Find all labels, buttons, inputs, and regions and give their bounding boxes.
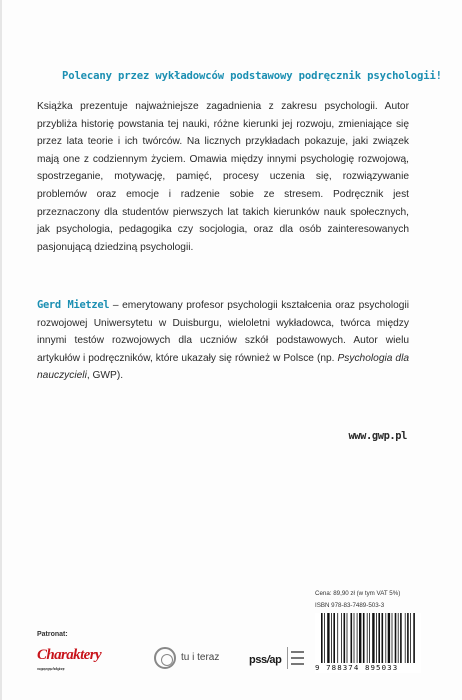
barcode-bar: [407, 613, 409, 663]
barcode-digits: 9 788374 895033: [315, 663, 399, 672]
charaktery-logo: [37, 647, 102, 671]
barcode-bar: [337, 613, 338, 663]
barcode-bar: [331, 613, 332, 663]
referenced-book-title: Psychologia dla nauczycieli: [37, 352, 409, 382]
barcode-bar: [392, 613, 393, 663]
barcode-bar: [369, 613, 370, 663]
tu-i-teraz-logo: [154, 647, 234, 673]
barcode-bar: [351, 613, 353, 663]
barcode-bar: [376, 613, 377, 663]
barcode-bar: [367, 613, 368, 663]
barcode-bar: [344, 613, 346, 663]
pssap-logo: [249, 645, 305, 673]
price-isbn-block: [315, 588, 445, 612]
tu-i-teraz-circle-icon: [154, 647, 176, 669]
barcode-bar: [324, 613, 325, 663]
barcode-bar: [354, 613, 355, 663]
barcode-bar: [385, 613, 386, 663]
pssap-logo-text: pss/ap: [249, 654, 282, 666]
barcode-bar: [333, 613, 335, 663]
tu-i-teraz-logo-text: tu i teraz: [181, 652, 220, 663]
barcode-bars: [319, 613, 419, 663]
charaktery-logo-subtitle: magazyn psychologiczny: [37, 666, 65, 671]
barcode-bar: [327, 613, 329, 663]
isbn-barcode: [315, 613, 421, 673]
barcode-bar: [341, 613, 342, 663]
barcode-bar: [378, 613, 380, 663]
isbn-label: ISBN 978-83-7489-503-3: [315, 602, 385, 609]
patron-logos: [37, 645, 307, 675]
barcode-bar: [321, 613, 323, 663]
patronat-label: Patronat:: [37, 631, 68, 638]
barcode-bar: [382, 613, 384, 663]
barcode-bar: [395, 613, 397, 663]
barcode-bar: [347, 613, 348, 663]
barcode-bar: [372, 613, 374, 663]
author-bio: [37, 297, 409, 385]
book-description: Książka prezentuje najważniejsze zagadnienia z zakresu psychologii. Autor przybliża historię powstania tej nauki, różne kierunki jej rozwoju, zmieniające się przez lata teorie i ich twórców. Na licznych przykładach pokazuje, jaki związek mają one z codziennym życiem. Omawia między innymi psychologię rozwojową, spostrzeganie, motywację, pamięć, procesy uczenia się, rozwiązywanie problemów oraz emocje i radzenie sobie ze stresem. Podręcznik jest przeznaczony dla studentów pierwszych lat takich kierunków nauk społecznych, jak psychologia, pedagogika czy socjologia, oraz dla osób zainteresowanych pasjonującą dziedziną psychologii.: [37, 101, 409, 253]
publisher-website[interactable]: www.gwp.pl: [348, 430, 407, 442]
pssap-emblem-icon: [287, 647, 308, 669]
tagline: Polecany przez wykładowców podstawowy podręcznik psychologii!: [62, 70, 442, 82]
barcode-bar: [405, 613, 406, 663]
barcode-bar: [359, 613, 361, 663]
price-label: Cena: 89,90 zł (w tym VAT 5%): [315, 590, 401, 597]
author-bio-text: – emerytowany profesor psychologii kształcenia oraz psychologii rozwojowej Uniwersytetu w Duisburgu, wieloletni wykładowca, twórca między innymi testów rozwojowych dla uczniów szkół podstawowych. Autor wielu artykułów i podręczników, które ukazały się również w Polsce (np.: [37, 300, 410, 364]
author-name: Gerd Mietzel: [37, 299, 110, 311]
charaktery-logo-text: Charaktery: [37, 647, 102, 663]
barcode-bar: [388, 613, 390, 663]
barcode-bar: [410, 613, 411, 663]
barcode-bar: [357, 613, 358, 663]
barcode-bar: [363, 613, 365, 663]
barcode-bar: [400, 613, 402, 663]
barcode-bar: [413, 613, 415, 663]
barcode-bar: [398, 613, 399, 663]
author-bio-end: , GWP).: [86, 370, 124, 382]
